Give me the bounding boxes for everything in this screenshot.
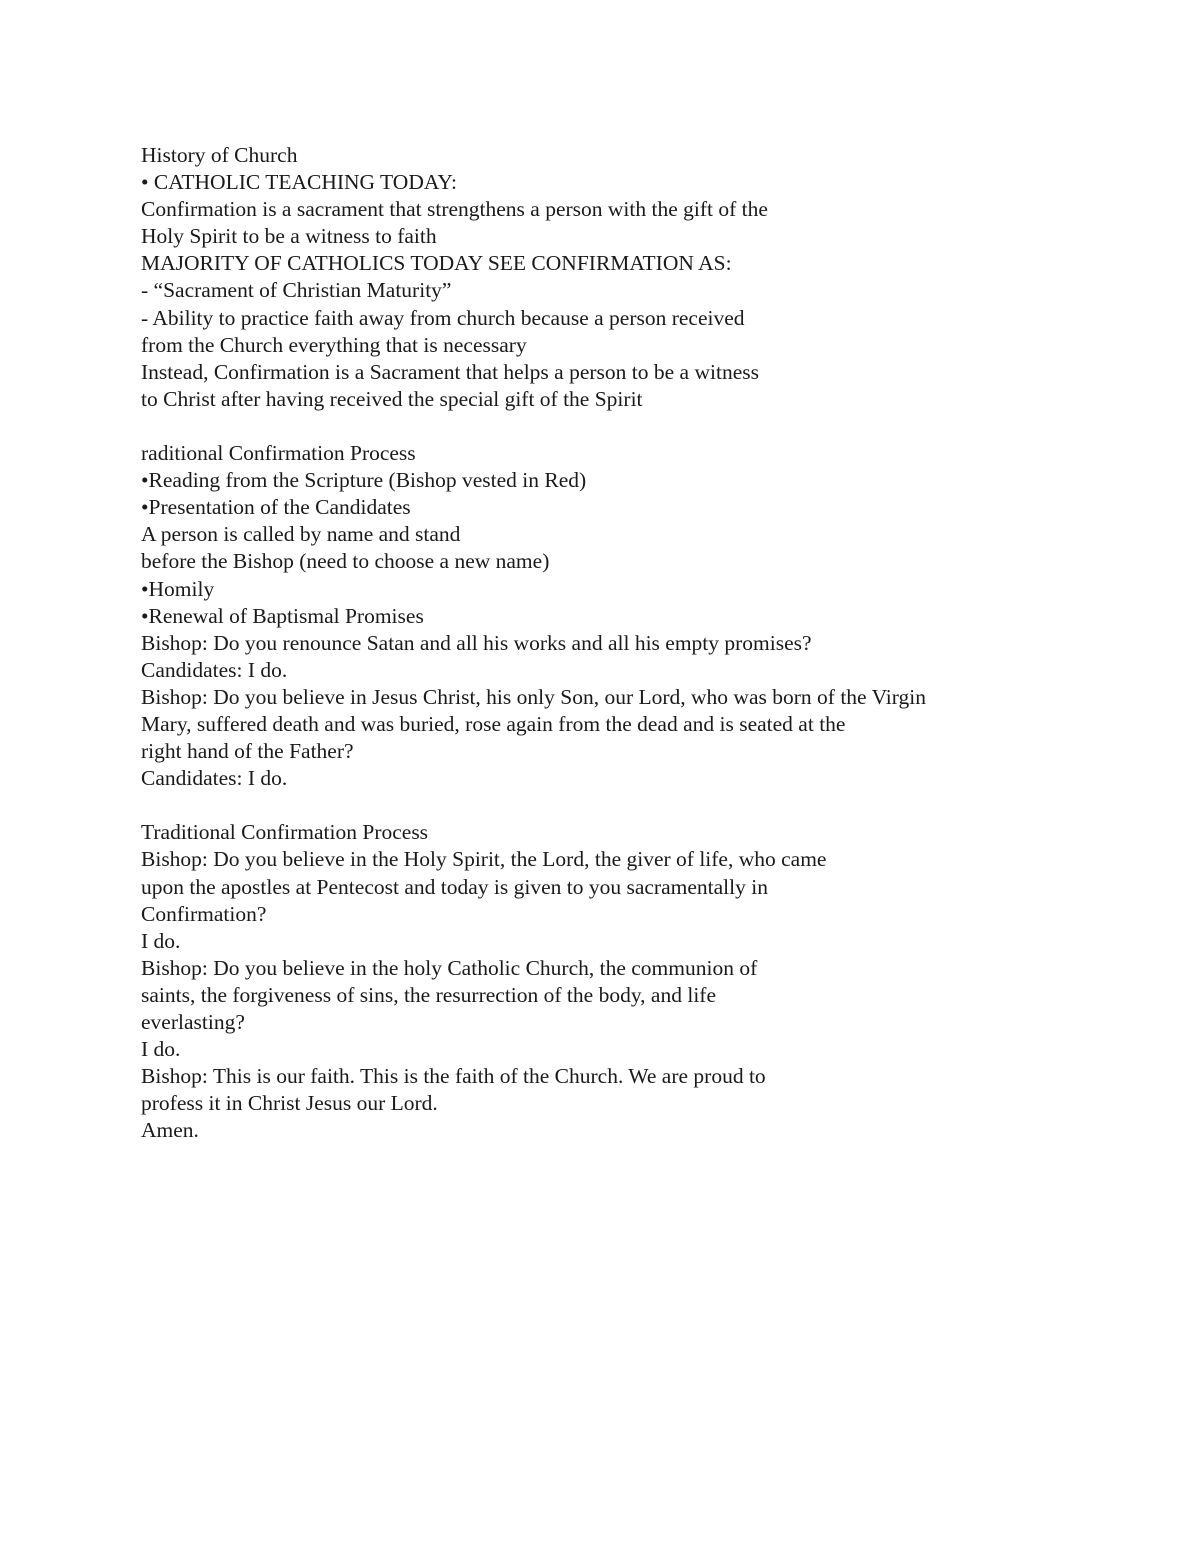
dialogue-line: I do. xyxy=(141,928,181,953)
text-line: before the Bishop (need to choose a new name) xyxy=(141,549,550,574)
dialogue-line: saints, the forgiveness of sins, the resurrection of the body, and life xyxy=(141,982,716,1007)
bullet-item: •Reading from the Scripture (Bishop vested in Red) xyxy=(141,468,587,493)
dialogue-line: upon the apostles at Pentecost and today is given to you sacramentally in xyxy=(141,874,768,899)
dialogue-line: Candidates: I do. xyxy=(141,766,288,791)
section-heading: MAJORITY OF CATHOLICS TODAY SEE CONFIRMATION AS: xyxy=(141,251,732,276)
document-title: History of Church xyxy=(141,143,298,167)
dialogue-line: Bishop: Do you believe in Jesus Christ, his only Son, our Lord, who was born of the Virgin xyxy=(141,684,927,709)
dialogue-line: Bishop: Do you believe in the holy Catholic Church, the communion of xyxy=(141,955,758,980)
text-line: - “Sacrament of Christian Maturity” xyxy=(141,278,452,303)
text-line: to Christ after having received the special gift of the Spirit xyxy=(141,386,643,411)
bullet-heading: • CATHOLIC TEACHING TODAY: xyxy=(141,170,457,195)
bullet-item: •Homily xyxy=(141,576,215,601)
blank-line xyxy=(141,413,1141,440)
dialogue-line: everlasting? xyxy=(141,1010,245,1034)
dialogue-line: Bishop: Do you believe in the Holy Spirit, the Lord, the giver of life, who came xyxy=(141,847,827,872)
text-line: Confirmation is a sacrament that strengthens a person with the gift of the xyxy=(141,197,768,222)
bullet-item: •Renewal of Baptismal Promises xyxy=(141,603,424,628)
dialogue-line: Bishop: Do you renounce Satan and all his works and all his empty promises? xyxy=(141,630,812,655)
dialogue-line: profess it in Christ Jesus our Lord. xyxy=(141,1091,438,1116)
text-line: - Ability to practice faith away from church because a person received xyxy=(141,305,745,330)
dialogue-line: Mary, suffered death and was buried, rose again from the dead and is seated at the xyxy=(141,711,846,736)
text-line: Instead, Confirmation is a Sacrament that helps a person to be a witness xyxy=(141,359,759,384)
text-line: Holy Spirit to be a witness to faith xyxy=(141,224,437,249)
bullet-item: •Presentation of the Candidates xyxy=(141,495,411,520)
dialogue-line: I do. xyxy=(141,1037,181,1062)
text-line: A person is called by name and stand xyxy=(141,522,461,547)
document-body xyxy=(141,142,1141,1144)
section-heading: Traditional Confirmation Process xyxy=(141,820,429,845)
text-line: from the Church everything that is necessary xyxy=(141,332,527,357)
section-heading: raditional Confirmation Process xyxy=(141,441,416,466)
dialogue-line: right hand of the Father? xyxy=(141,739,354,764)
dialogue-line: Amen. xyxy=(141,1118,199,1143)
dialogue-line: Bishop: This is our faith. This is the faith of the Church. We are proud to xyxy=(141,1064,766,1089)
dialogue-line: Confirmation? xyxy=(141,901,267,926)
dialogue-line: Candidates: I do. xyxy=(141,657,288,682)
blank-line xyxy=(141,792,1141,819)
